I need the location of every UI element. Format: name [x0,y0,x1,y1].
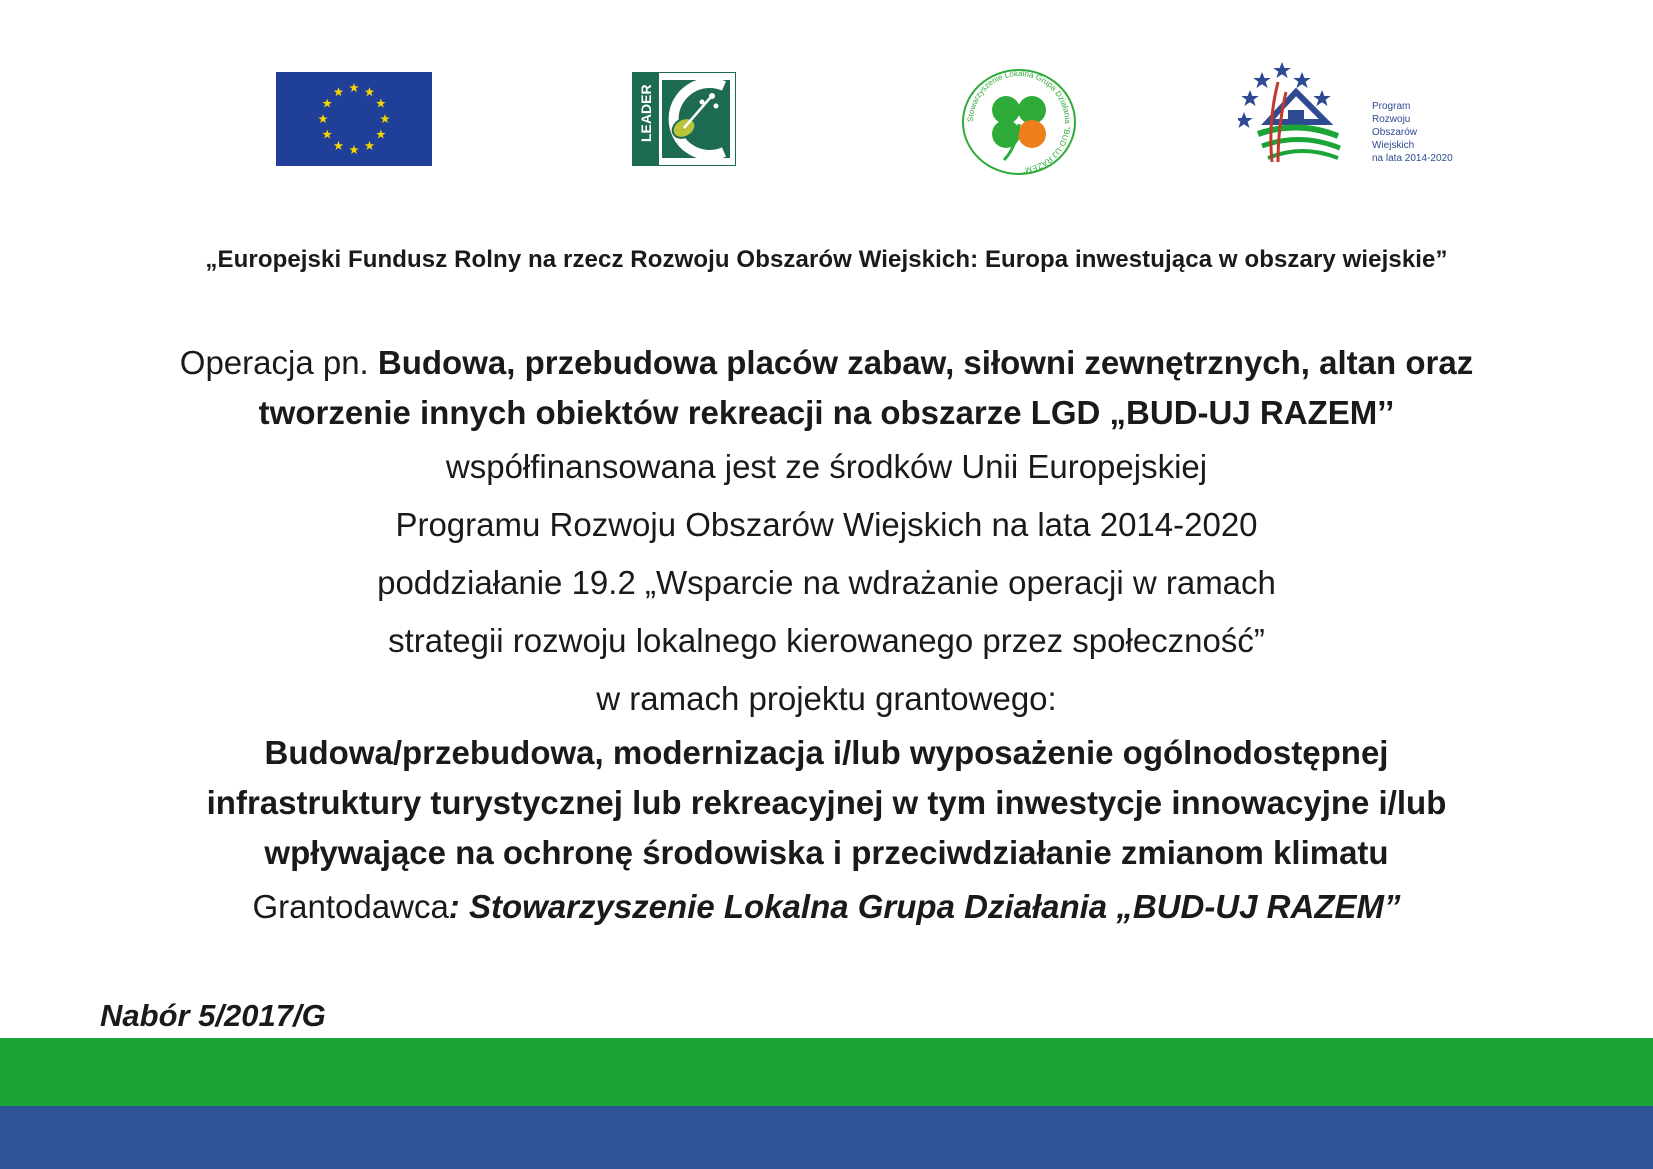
grant-project-line: w ramach projektu grantowego: [596,680,1057,717]
operation-title-line-1 [100,338,1553,388]
project-title-line-2: infrastruktury turystycznej lub rekreacyjnej w tym inwestycje innowacyjne i/lub [206,784,1447,821]
prow-line: Program [1372,101,1411,112]
fund-headline: „Europejski Fundusz Rolny na rzecz Rozwoju Obszarów Wiejskich: Europa inwestująca w obszary wiejskie” [205,246,1448,273]
grantor-name: : Stowarzyszenie Lokalna Grupa Działania „BUD-UJ RAZEM” [448,888,1401,925]
project-title-line-3: wpływające na ochronę środowiska i przeciwdziałanie zmianom klimatu [264,834,1389,871]
project-title-line-1: Budowa/przebudowa, modernizacja i/lub wyposażenie ogólnodostępnej [264,734,1389,771]
submeasure-line: poddziałanie 19.2 „Wsparcie na wdrażanie operacji w ramach [377,564,1276,601]
operation-block [100,338,1553,936]
nabor-number: Nabór 5/2017/G [100,998,326,1033]
prow-logo-text [1372,100,1492,165]
footer-green-bar [0,1038,1653,1106]
footer-blue-bar [0,1106,1653,1169]
operation-title-line-2: tworzenie innych obiektów rekreacji na obszarze LGD „BUD-UJ RAZEM’’ [258,394,1395,431]
lgd-clover-logo [958,68,1080,176]
cofinancing-line: współfinansowana jest ze środków Unii Europejskiej [445,448,1208,485]
prow-line: Obszarów [1372,127,1418,138]
svg-text:Stowarzyszenie Lokalna Grupa D: Stowarzyszenie Lokalna Grupa Działania "BUD-UJ RAZEM" [965,68,1073,175]
operation-prefix: Operacja pn. [179,344,378,381]
prow-line: na lata 2014-2020 [1372,153,1453,164]
grantor-line [100,878,1553,936]
leader-logo-text: LEADER [638,84,654,142]
operation-title: Budowa, przebudowa placów zabaw, siłowni zewnętrznych, altan oraz [377,344,1474,381]
eu-flag-icon [276,72,432,166]
prow-line: Wiejskich [1372,140,1415,151]
prow-line: Rozwoju [1372,114,1411,125]
grantor-label: Grantodawca [252,888,449,925]
strategy-line: strategii rozwoju lokalnego kierowanego przez społeczność” [388,622,1265,659]
leader-logo [632,72,736,166]
program-line: Programu Rozwoju Obszarów Wiejskich na lata 2014-2020 [395,506,1258,543]
